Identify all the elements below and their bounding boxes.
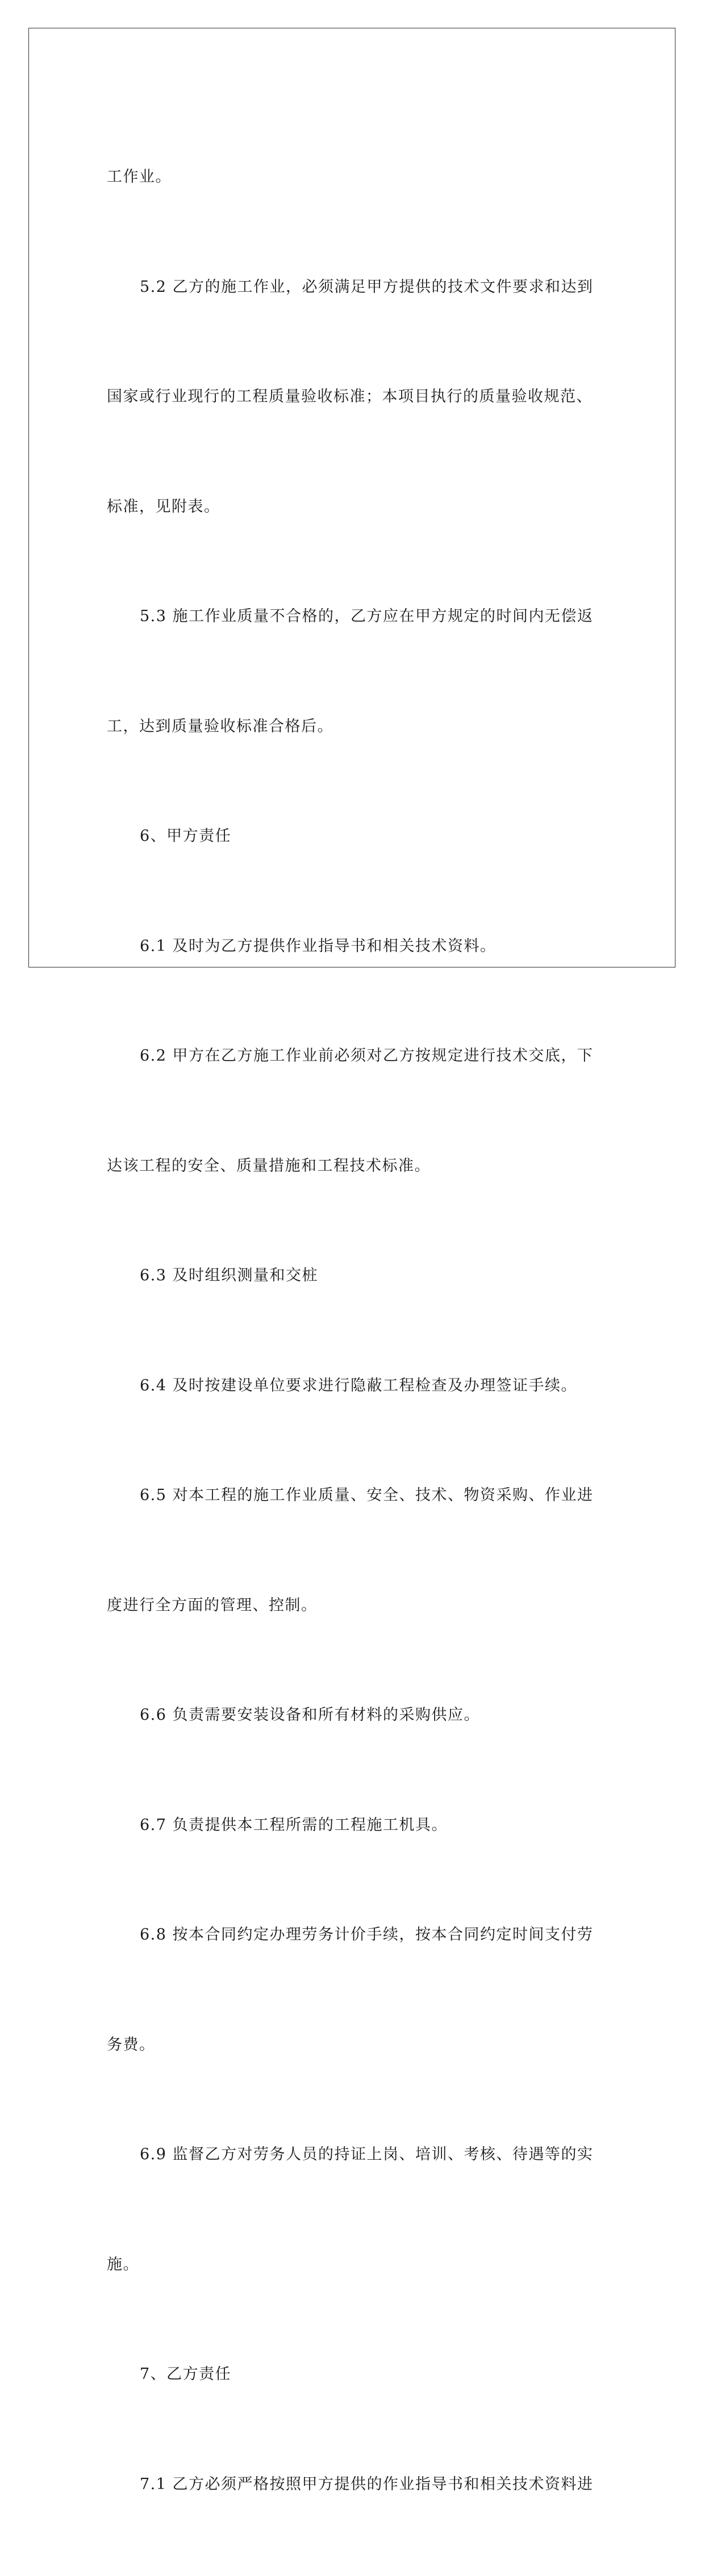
text-line: 6.7 负责提供本工程所需的工程施工机具。 — [140, 1816, 448, 1834]
text-line: 6.6 负责需要安装设备和所有材料的采购供应。 — [140, 1706, 481, 1724]
text-line: 工作业。 — [107, 168, 172, 186]
text-line: 7.1 乙方必须严格按照甲方提供的作业指导书和相关技术资料进 — [140, 2475, 594, 2493]
text-line: 6.3 及时组织测量和交桩 — [140, 1267, 319, 1284]
text-line: 施。 — [107, 2255, 139, 2273]
text-line: 6.8 按本合同约定办理劳务计价手续，按本合同约定时间支付劳 — [140, 1926, 594, 1943]
text-line: 5.3 施工作业质量不合格的，乙方应在甲方规定的时间内无偿返 — [140, 608, 594, 625]
text-line: 国家或行业现行的工程质量验收标准；本项目执行的质量验收规范、 — [107, 388, 593, 405]
text-line: 6.5 对本工程的施工作业质量、安全、技术、物资采购、作业进 — [140, 1486, 594, 1504]
document-body — [107, 86, 607, 2576]
text-line: 5.2 乙方的施工作业，必须满足甲方提供的技术文件要求和达到 — [140, 278, 594, 296]
text-line: 6.9 监督乙方对劳务人员的持证上岗、培训、考核、待遇等的实 — [140, 2146, 594, 2163]
text-line: 标准，见附表。 — [107, 497, 220, 516]
section-heading: 6、甲方责任 — [140, 827, 232, 845]
text-line: 6.4 及时按建设单位要求进行隐蔽工程检查及办理签证手续。 — [140, 1376, 578, 1394]
text-line: 度进行全方面的管理、控制。 — [107, 1596, 318, 1614]
text-line: 工，达到质量验收标准合格后。 — [107, 717, 333, 735]
text-line: 达该工程的安全、质量措施和工程技术标准。 — [107, 1157, 431, 1175]
text-line: 6.2 甲方在乙方施工作业前必须对乙方按规定进行技术交底，下 — [140, 1047, 594, 1065]
text-line: 6.1 及时为乙方提供作业指导书和相关技术资料。 — [140, 937, 497, 955]
text-line: 务费。 — [107, 2035, 156, 2054]
section-heading: 7、乙方责任 — [140, 2365, 232, 2383]
text-block — [107, 86, 607, 2576]
